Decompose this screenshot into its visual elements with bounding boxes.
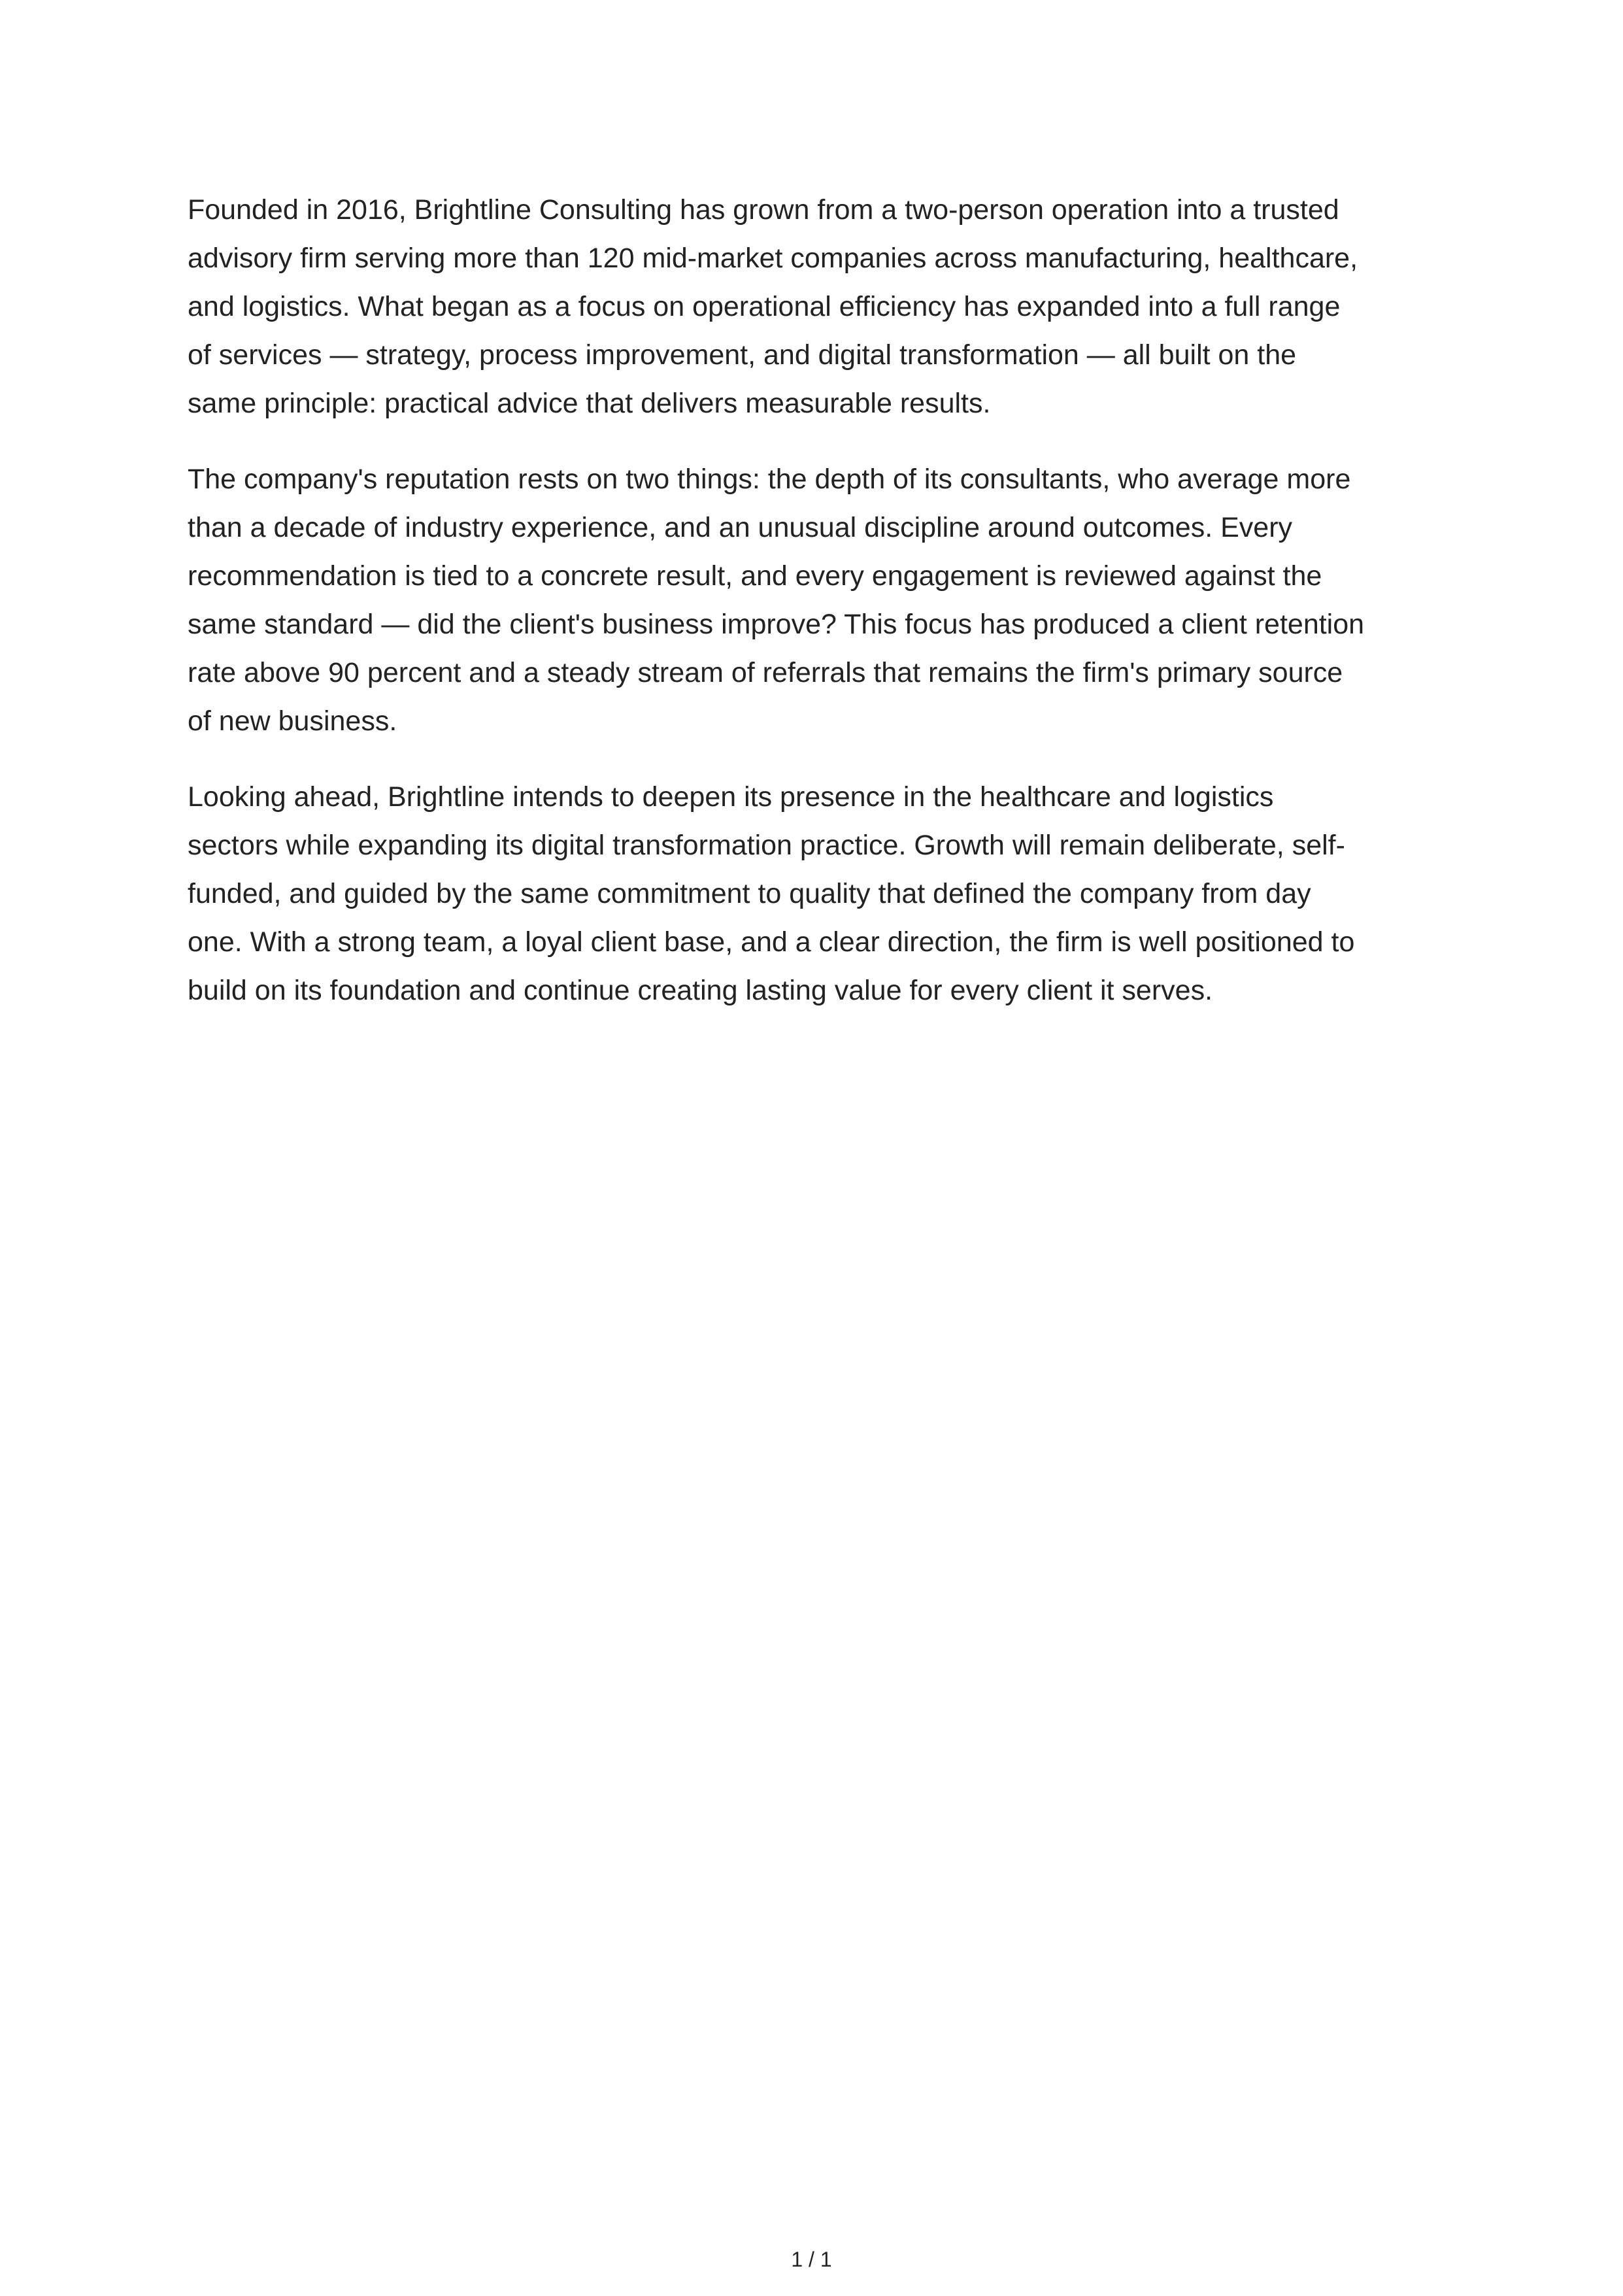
paragraph-outlook: Looking ahead, Brightline intends to deepen its presence in the healthcare and logistics sectors while expanding its digital transformation practice. Growth will remain deliberate, self-funded, and guided by the same commitment to quality that defined the company from day one. With a strong team, a loyal client base, and a clear direction, the firm is well positioned to build on its foundation and continue creating lasting value for every client it serves.	[188, 781, 1355, 1006]
paragraph-reputation: The company's reputation rests on two things: the depth of its consultants, who average more than a decade of industry experience, and an unusual discipline around outcomes. Every recommendation is tied to a concrete result, and every engagement is reviewed against the same standard — did the client's business improve? This focus has produced a client retention rate above 90 percent and a steady stream of referrals that remains the firm's primary source of new business.	[188, 464, 1365, 737]
page-number: 1 / 1	[791, 2248, 832, 2271]
document-body	[188, 186, 1371, 1042]
paragraph-founding: Founded in 2016, Brightline Consulting has grown from a two-person operation into a trusted advisory firm serving more than 120 mid-market companies across manufacturing, healthcare, and logistics. What began as a focus on operational efficiency has expanded into a full range of services — strategy, process improvement, and digital transformation — all built on the same principle: practical advice that delivers measurable results.	[188, 194, 1358, 419]
